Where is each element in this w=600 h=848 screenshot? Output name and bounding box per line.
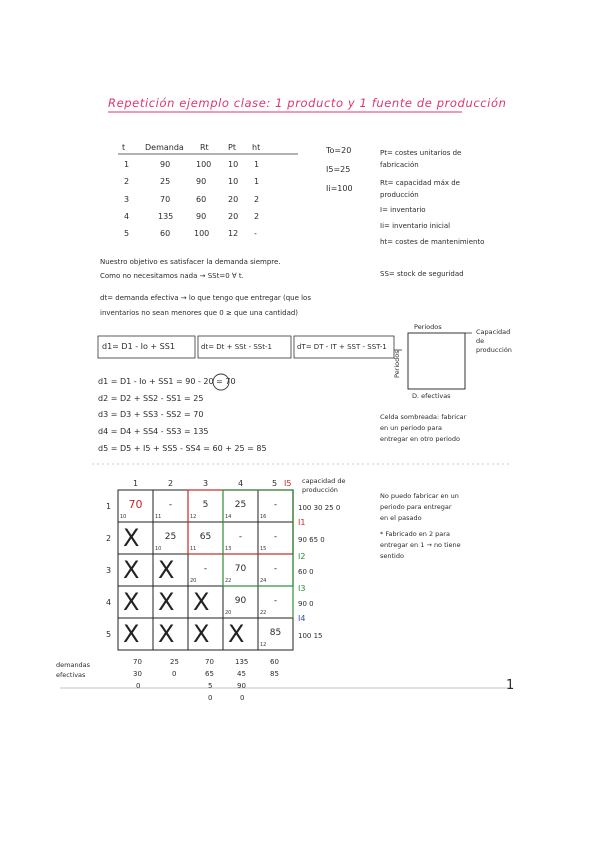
t1-r2-c2: 25 xyxy=(160,177,171,186)
cap-row-3: 60 0 xyxy=(298,568,314,576)
m-r1-c1: 70 xyxy=(128,498,143,511)
matrix-row-4: 4 xyxy=(106,598,112,607)
m-r1-cost2: 11 xyxy=(155,514,162,520)
dem-r2-c2: 0 xyxy=(172,670,177,678)
t1-r1-c3: 100 xyxy=(196,160,212,169)
side-i2: I2 xyxy=(298,552,306,561)
t1-r4-c5: 2 xyxy=(254,212,260,221)
dem-r1-c4: 135 xyxy=(235,658,249,666)
t1-r1-c1: 1 xyxy=(124,160,130,169)
t1-r3-c4: 20 xyxy=(228,195,239,204)
matrix-row-3: 3 xyxy=(106,566,112,575)
legend-rt: Rt= capacidad máx de producción xyxy=(380,179,460,199)
cap-row-2: 90 65 0 xyxy=(298,536,325,544)
m-r2-c4: - xyxy=(238,532,243,542)
dem-r2-c1: 30 xyxy=(133,670,142,678)
diagram-top: Periodos xyxy=(414,323,442,331)
t1-r4-c4: 20 xyxy=(228,212,239,221)
diagram-left: Periodos xyxy=(393,350,401,378)
m-r5-c3: X xyxy=(193,620,210,648)
calc-d1: d1 = D1 - Io + SS1 = 90 - 20 = 70 xyxy=(98,377,236,386)
t1-r2-c3: 90 xyxy=(196,177,207,186)
t1-r1-c4: 10 xyxy=(228,160,239,169)
t1-r2-c1: 2 xyxy=(124,177,130,186)
m-r5-c2: X xyxy=(158,620,175,648)
legend-ht: ht= costes de mantenimiento xyxy=(380,238,485,246)
m-r3-c4: 70 xyxy=(234,564,247,574)
t1-r2-c5: 1 xyxy=(254,177,260,186)
t1-r5-c1: 5 xyxy=(124,229,130,238)
t1-r5-c3: 100 xyxy=(194,229,210,238)
m-r1-cost3: 12 xyxy=(190,514,197,520)
matrix-row-5: 5 xyxy=(106,630,112,639)
dem-r4-c4: 0 xyxy=(240,694,245,702)
m-r4-cost4: 20 xyxy=(225,610,232,616)
page-number: 1 xyxy=(506,678,515,693)
note2-line3: en el pasado xyxy=(380,514,422,522)
diagram-bottom: D. efectivas xyxy=(412,392,451,400)
legend-ss: SS= stock de seguridad xyxy=(380,270,464,278)
t1-r4-c1: 4 xyxy=(124,212,130,221)
param-i5: I5=25 xyxy=(326,165,351,174)
cap-header-1: capacidad de xyxy=(302,477,346,485)
objective-2: Como no necesitamos nada → SSt=0 ∀ t. xyxy=(100,272,244,280)
calc-d4: d4 = D4 + SS4 - SS3 = 135 xyxy=(98,427,209,436)
matrix-col-3: 3 xyxy=(203,479,209,488)
formula-1: d1= D1 - Io + SS1 xyxy=(102,342,175,351)
m-r4-c3: X xyxy=(193,588,210,616)
dem-r3-c1: 0 xyxy=(136,682,141,690)
m-r2-c2: 25 xyxy=(164,532,177,542)
t1-r1-c2: 90 xyxy=(160,160,171,169)
note2-line2: periodo para entregar xyxy=(380,503,452,511)
m-r2-c1: X xyxy=(123,524,140,552)
note2-line5: entregar en 1 → no tiene xyxy=(380,541,461,549)
m-r1-c2: - xyxy=(168,500,173,510)
calc-d5: d5 = D5 + I5 + SS5 - SS4 = 60 + 25 = 85 xyxy=(98,444,267,453)
m-r3-cost5: 24 xyxy=(260,578,267,584)
matrix-col-2: 2 xyxy=(168,479,174,488)
t1-r5-c2: 60 xyxy=(160,229,171,238)
t1-r3-c3: 60 xyxy=(196,195,207,204)
m-r1-cost5: 16 xyxy=(260,514,267,520)
dem-r1-c3: 70 xyxy=(205,658,214,666)
matrix-col-5: 5 xyxy=(272,479,278,488)
objective-4: inventarios no sean menores que 0 ≥ que una cantidad) xyxy=(100,309,299,317)
cap-header-2: producción xyxy=(302,486,338,494)
param-ii: Ii=100 xyxy=(326,184,353,193)
m-r1-c3: 5 xyxy=(202,500,209,510)
matrix-col-i5: I5 xyxy=(284,479,292,488)
dem-r1-c5: 60 xyxy=(270,658,279,666)
note1-line1: Celda sombreada: fabricar xyxy=(380,413,467,421)
m-r4-c2: X xyxy=(158,588,175,616)
m-r3-c1: X xyxy=(123,556,140,584)
m-r1-c5: - xyxy=(273,500,278,510)
calc-d3: d3 = D3 + SS3 - SS2 = 70 xyxy=(98,410,204,419)
note2-line1: No puedo fabricar en un xyxy=(380,492,459,500)
t1-r5-c4: 12 xyxy=(228,229,239,238)
dem-r3-c4: 90 xyxy=(237,682,246,690)
m-r3-c2: X xyxy=(158,556,175,584)
th-demanda: Demanda xyxy=(145,143,184,152)
note1-line3: entregar en otro periodo xyxy=(380,435,461,443)
th-ht: ht xyxy=(252,143,261,152)
legend-pt: Pt= costes unitarios de fabricación xyxy=(380,149,462,169)
formula-2: dt= Dt + SSt - SSt-1 xyxy=(201,343,272,351)
diagram-square xyxy=(408,333,465,389)
note1-line2: en un periodo para xyxy=(380,424,443,432)
m-r1-cost4: 14 xyxy=(225,514,232,520)
objective-3: dt= demanda efectiva → lo que tengo que entregar (que los xyxy=(100,294,311,302)
cap-row-1: 100 30 25 0 xyxy=(298,504,341,512)
t1-r2-c4: 10 xyxy=(228,177,239,186)
m-r3-cost4: 22 xyxy=(225,578,232,584)
note2-line4: * Fabricado en 2 para xyxy=(380,530,450,538)
t1-r5-c5: - xyxy=(254,229,257,238)
m-r5-c1: X xyxy=(123,620,140,648)
th-pt: Pt xyxy=(228,143,236,152)
m-r3-c5: - xyxy=(273,564,278,574)
t1-r4-c2: 135 xyxy=(158,212,174,221)
dem-r2-c4: 45 xyxy=(237,670,246,678)
m-r3-c3: - xyxy=(203,564,208,574)
dem-r1-c1: 70 xyxy=(133,658,142,666)
page-title: Repetición ejemplo clase: 1 producto y 1 fuente de producción xyxy=(108,96,507,110)
matrix-row-2: 2 xyxy=(106,534,112,543)
m-r2-cost4: 13 xyxy=(225,546,232,552)
param-to: To=20 xyxy=(326,146,352,155)
th-rt: Rt xyxy=(200,143,209,152)
m-r1-c4: 25 xyxy=(234,500,247,510)
cap-row-5: 100 15 xyxy=(298,632,323,640)
formula-3: dT= DT - IT + SST - SST-1 xyxy=(297,343,387,351)
m-r2-cost3: 11 xyxy=(190,546,197,552)
side-i3: I3 xyxy=(298,584,306,593)
cap-row-4: 90 0 xyxy=(298,600,314,608)
matrix-row-1: 1 xyxy=(106,502,112,511)
legend-i: I= inventario xyxy=(380,206,426,214)
legend-ii: Ii= inventario inicial xyxy=(380,222,451,230)
dem-r3-c3: 5 xyxy=(208,682,213,690)
demand-label: demandas efectivas xyxy=(56,661,91,679)
t1-r4-c3: 90 xyxy=(196,212,207,221)
objective-1: Nuestro objetivo es satisfacer la demanda siempre. xyxy=(100,258,281,266)
m-r5-c5: 85 xyxy=(269,628,282,638)
matrix-col-1: 1 xyxy=(133,479,139,488)
diagram-right: Capacidad de producción xyxy=(476,328,512,354)
m-r5-cost5: 12 xyxy=(260,642,267,648)
dem-r1-c2: 25 xyxy=(170,658,179,666)
dem-r2-c5: 85 xyxy=(270,670,279,678)
note2-line6: sentido xyxy=(380,552,404,560)
m-r4-c1: X xyxy=(123,588,140,616)
side-i4: I4 xyxy=(298,614,306,623)
m-r2-cost5: 15 xyxy=(260,546,267,552)
m-r5-c4: X xyxy=(228,620,245,648)
m-r4-cost5: 22 xyxy=(260,610,267,616)
m-r2-cost2: 10 xyxy=(155,546,162,552)
m-r2-c3: 65 xyxy=(199,532,212,542)
m-r4-c4: 90 xyxy=(234,596,247,606)
m-r2-c5: - xyxy=(273,532,278,542)
calc-d2: d2 = D2 + SS2 - SS1 = 25 xyxy=(98,394,204,403)
side-i1: I1 xyxy=(298,518,306,527)
dem-r4-c3: 0 xyxy=(208,694,213,702)
m-r4-c5: - xyxy=(273,596,278,606)
m-r1-cost1: 10 xyxy=(120,514,127,520)
t1-r1-c5: 1 xyxy=(254,160,260,169)
t1-r3-c2: 70 xyxy=(160,195,171,204)
m-r3-cost3: 20 xyxy=(190,578,197,584)
t1-r3-c1: 3 xyxy=(124,195,130,204)
th-t: t xyxy=(122,143,126,152)
matrix-col-4: 4 xyxy=(238,479,244,488)
dem-r2-c3: 65 xyxy=(205,670,214,678)
t1-r3-c5: 2 xyxy=(254,195,260,204)
